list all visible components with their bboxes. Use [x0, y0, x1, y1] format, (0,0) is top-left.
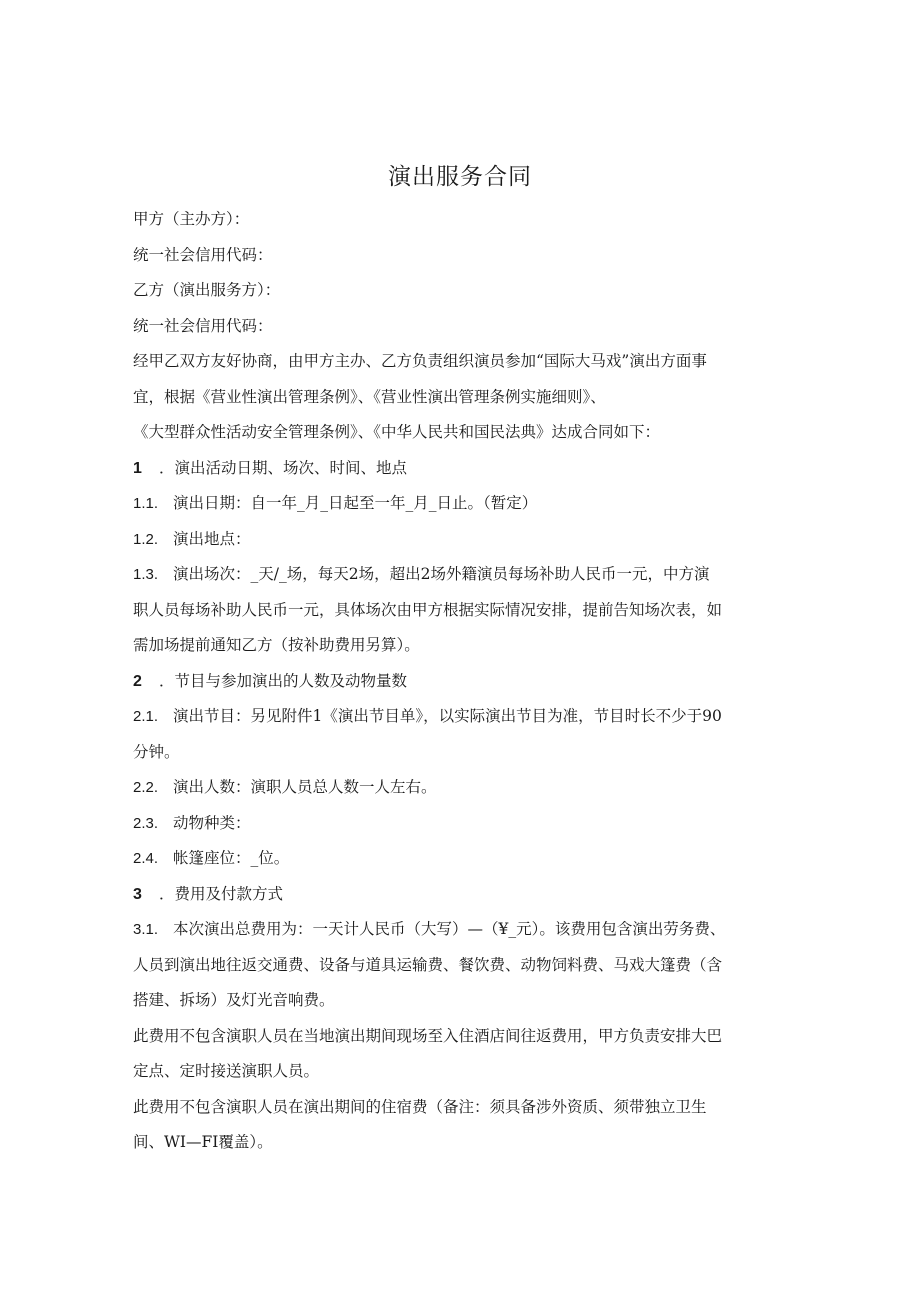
- section-heading: [133, 664, 788, 700]
- clause-line: [133, 486, 788, 522]
- paragraph-line: 此费用不包含演职人员在演出期间的住宿费（备注：须具备涉外资质、须带独立卫生: [133, 1097, 707, 1116]
- clause-line: [133, 557, 788, 593]
- clause-text: 演出场次：_天/_场，每天2场，超出2场外籍演员每场补助人民币一元，中方演: [173, 565, 710, 583]
- clause-text: 演出地点：: [173, 529, 251, 548]
- section-number: 2: [133, 672, 142, 690]
- clause-continuation: 需加场提前通知乙方（按补助费用另算）。: [133, 636, 420, 654]
- clause-number: 2.2.: [133, 779, 159, 796]
- section-number: 3: [133, 885, 142, 903]
- section-title: ．节目与参加演出的人数及动物量数: [159, 671, 408, 690]
- clause-line: [133, 841, 788, 877]
- intro-line: 宜，根据《营业性演出管理条例》、《营业性演出管理条例实施细则》、: [133, 387, 606, 406]
- clause-number: 1.2.: [133, 530, 159, 548]
- clause-number: 1.3.: [133, 566, 159, 583]
- party-b-code-line: 统一社会信用代码：: [133, 316, 273, 335]
- clause-line: [133, 699, 788, 735]
- clause-text: 帐篷座位：_位。: [173, 849, 290, 867]
- paragraph-line: 此费用不包含演职人员在当地演出期间现场至入住酒店间往返费用，甲方负责安排大巴: [133, 1026, 723, 1045]
- clause-number: 2.1.: [133, 708, 159, 725]
- clause-text: 动物种类：: [173, 813, 251, 832]
- clause-continuation: 职人员每场补助人民币一元，具体场次由甲方根据实际情况安排，提前告知场次表，如: [133, 600, 723, 619]
- clause-line: [133, 806, 788, 842]
- clause-continuation: 人员到演出地往返交通费、设备与道具运输费、餐饮费、动物饲料费、马戏大篷费（含: [133, 955, 723, 974]
- clause-line: [133, 522, 788, 558]
- party-a-line: 甲方（主办方）：: [133, 210, 250, 228]
- clause-line: [133, 770, 788, 806]
- paragraph-line: 间、WI—FI覆盖）。: [133, 1133, 273, 1151]
- clause-text: 演出日期：自一年_月_日起至一年_月_日止。（暂定）: [173, 494, 538, 512]
- party-a-code-line: 统一社会信用代码：: [133, 245, 273, 264]
- section-title: ．费用及付款方式: [159, 884, 284, 903]
- document-body: [133, 202, 788, 1161]
- clause-text: 本次演出总费用为：一天计人民币（大写）—（¥_元）。该费用包含演出劳务费、: [173, 920, 726, 938]
- paragraph-line: 定点、定时接送演职人员。: [133, 1062, 320, 1080]
- section-number: 1: [133, 459, 142, 477]
- clause-number: 1.1.: [133, 495, 159, 512]
- clause-number: 2.3.: [133, 814, 159, 832]
- clause-number: 3.1.: [133, 921, 159, 938]
- clause-line: [133, 912, 788, 948]
- clause-number: 2.4.: [133, 850, 159, 867]
- section-heading: [133, 451, 788, 487]
- intro-line: 经甲乙双方友好协商，由甲方主办、乙方负责组织演员参加“国际大马戏”演出方面事: [133, 352, 707, 370]
- section-title: ．演出活动日期、场次、时间、地点: [159, 458, 408, 477]
- intro-line: 《大型群众性活动安全管理条例》、《中华人民共和国民法典》达成合同如下：: [133, 423, 661, 441]
- clause-continuation: 搭建、拆场）及灯光音响费。: [133, 991, 335, 1009]
- document-title: 演出服务合同: [388, 164, 532, 190]
- clause-text: 演出人数：演职人员总人数一人左右。: [173, 778, 437, 796]
- clause-text: 演出节目：另见附件1《演出节目单》，以实际演出节目为准，节目时长不少于90: [173, 707, 722, 725]
- party-b-line: 乙方（演出服务方）：: [133, 281, 281, 299]
- clause-continuation: 分钟。: [133, 742, 180, 761]
- section-heading: [133, 877, 788, 913]
